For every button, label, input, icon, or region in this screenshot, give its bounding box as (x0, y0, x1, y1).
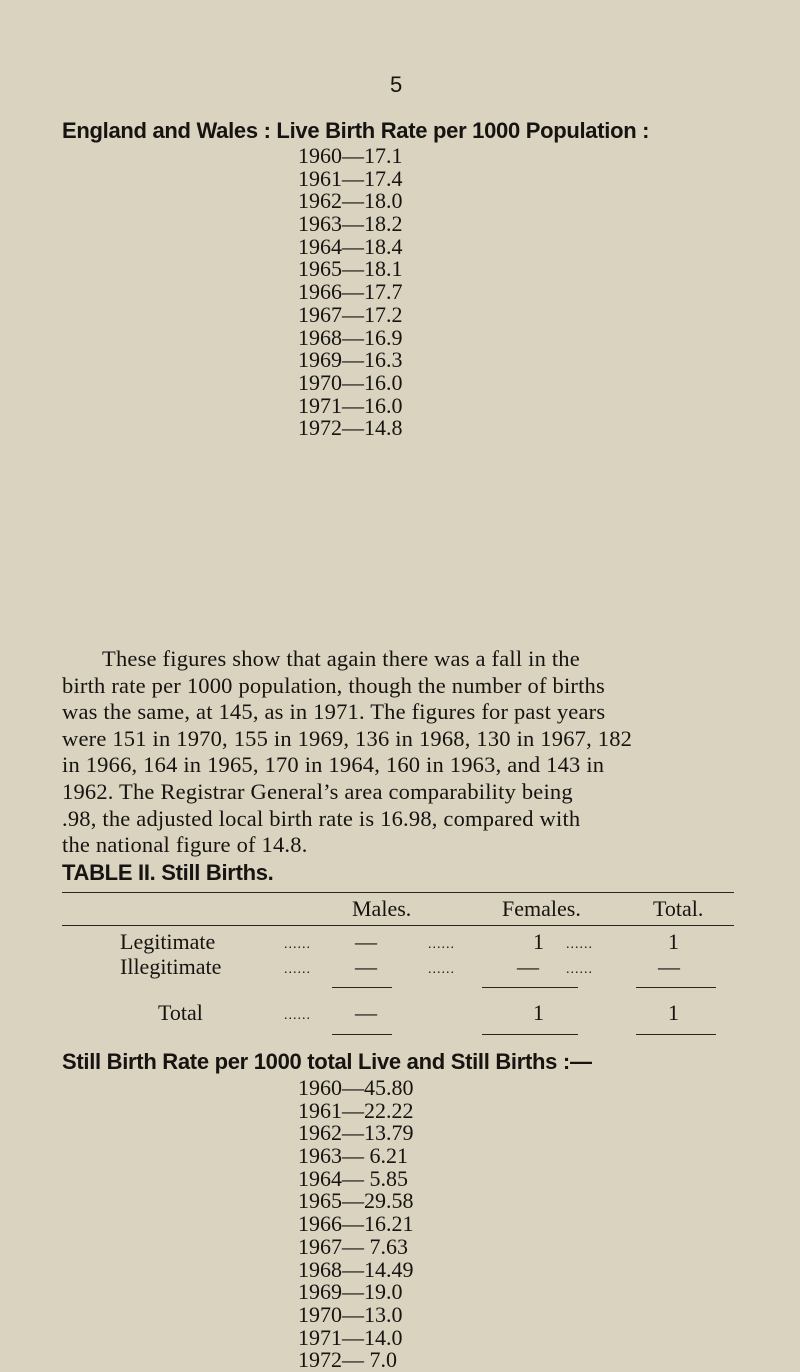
paragraph-line: were 151 in 1970, 155 in 1969, 136 in 1968, 130 in 1967, 182 (62, 725, 633, 751)
total-rule-total (636, 1034, 716, 1035)
paragraph-line: in 1966, 164 in 1965, 170 in 1964, 160 in 1963, and 143 in (62, 752, 605, 778)
total-rule-males (332, 1034, 392, 1035)
cell-females: 1 (533, 929, 544, 954)
leader-dots: ...... (428, 937, 455, 952)
subtotal-rule-males (332, 987, 392, 988)
subtotal-rule-females (482, 987, 578, 988)
rate-row: 1962—13.79 (298, 1120, 414, 1146)
leader-dots: ...... (566, 937, 593, 952)
rate-row: 1970—13.0 (298, 1301, 403, 1327)
paragraph-line: .98, the adjusted local birth rate is 16.98, compared with (62, 805, 581, 831)
table-title: TABLE II. Still Births. (62, 860, 274, 885)
rate-row: 1971—14.0 (298, 1324, 403, 1350)
cell-total: 1 (668, 929, 679, 954)
rate-row: 1970—16.0 (298, 369, 403, 395)
rate-row: 1961—22.22 (298, 1097, 414, 1123)
cell-total: — (658, 954, 680, 979)
rate-row: 1965—18.1 (298, 256, 403, 282)
rate-row: 1963—18.2 (298, 211, 403, 237)
row-label: Illegitimate (120, 954, 222, 979)
cell-total: 1 (668, 1000, 679, 1025)
cell-males: — (355, 1000, 377, 1025)
paragraph-line: These figures show that again there was a fall in the (102, 646, 580, 671)
paragraph-line: birth rate per 1000 population, though the number of births (62, 672, 605, 698)
total-rule-females (482, 1034, 578, 1035)
leader-dots: ...... (566, 962, 593, 977)
rate-row: 1962—18.0 (298, 188, 403, 214)
rate-row: 1963— 6.21 (298, 1143, 408, 1169)
paragraph-line: the national figure of 14.8. (62, 832, 308, 858)
cell-females: — (517, 954, 539, 979)
rate-row: 1969—16.3 (298, 347, 403, 373)
rate-row: 1969—19.0 (298, 1279, 403, 1305)
column-header-females: Females. (502, 896, 581, 921)
column-header-males: Males. (352, 896, 412, 921)
leader-dots: ...... (284, 962, 311, 977)
rate-row: 1960—45.80 (298, 1075, 414, 1100)
rate-row: 1966—16.21 (298, 1211, 414, 1237)
rate-row: 1967— 7.63 (298, 1233, 408, 1259)
birth-rate-heading: England and Wales : Live Birth Rate per 1000 Population : (62, 118, 650, 143)
rate-row: 1972— 7.0 (298, 1347, 397, 1372)
leader-dots: ...... (284, 1008, 311, 1023)
paragraph-line: was the same, at 145, as in 1971. The figures for past years (62, 699, 606, 725)
birth-rate-list (298, 145, 403, 440)
rate-row: 1961—17.4 (298, 165, 403, 191)
rate-row: 1971—16.0 (298, 392, 403, 418)
rate-row: 1967—17.2 (298, 301, 403, 327)
cell-males: — (355, 929, 377, 954)
header-rule (62, 925, 734, 926)
rate-row: 1964—18.4 (298, 233, 403, 259)
leader-dots: ...... (284, 937, 311, 952)
birth-rate-paragraph (62, 646, 742, 859)
table-top-rule (62, 892, 734, 893)
rate-row: 1960—17.1 (298, 143, 403, 168)
row-label: Legitimate (120, 929, 216, 954)
cell-males: — (355, 954, 377, 979)
rate-row: 1968—14.49 (298, 1256, 414, 1282)
column-header-total: Total. (653, 896, 704, 921)
rate-row: 1972—14.8 (298, 415, 403, 441)
rate-row: 1965—29.58 (298, 1188, 414, 1214)
total-label: Total (158, 1000, 203, 1025)
still-birth-rate-heading: Still Birth Rate per 1000 total Live and Still Births :— (62, 1049, 592, 1074)
rate-row: 1966—17.7 (298, 279, 403, 305)
still-birth-rate-list (298, 1077, 414, 1372)
cell-females: 1 (533, 1000, 544, 1025)
paragraph-line: 1962. The Registrar General’s area comparability being (62, 778, 573, 804)
rate-row: 1964— 5.85 (298, 1165, 408, 1191)
subtotal-rule-total (636, 987, 716, 988)
rate-row: 1968—16.9 (298, 324, 403, 350)
page-number: 5 (390, 72, 403, 97)
leader-dots: ...... (428, 962, 455, 977)
